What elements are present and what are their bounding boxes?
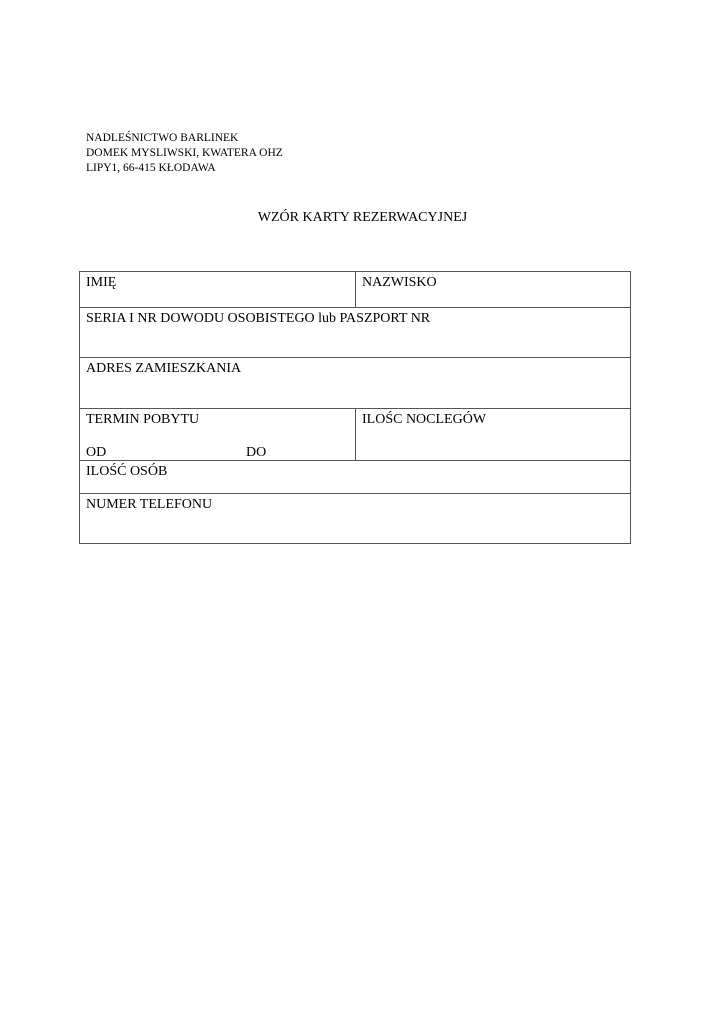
form-row-phone (80, 494, 630, 545)
form-row-address (80, 358, 630, 409)
stay-term-field[interactable] (80, 409, 356, 460)
form-row-name (80, 272, 630, 308)
last-name-label: NAZWISKO (362, 275, 437, 290)
persons-field[interactable] (80, 461, 630, 493)
form-row-persons (80, 461, 630, 494)
form-row-stay (80, 409, 630, 461)
organization-header (86, 131, 283, 176)
address-field[interactable] (80, 358, 630, 408)
header-line-lodge: DOMEK MYSLIWSKI, KWATERA OHZ (86, 147, 283, 159)
last-name-field[interactable] (356, 272, 630, 307)
address-label: ADRES ZAMIESZKANIA (86, 361, 242, 376)
header-line-organization: NADLEŚNICTWO BARLINEK (86, 132, 239, 144)
id-document-field[interactable] (80, 308, 630, 357)
to-date-label: DO (246, 445, 267, 460)
phone-field[interactable] (80, 494, 630, 545)
reservation-form-table (79, 271, 631, 544)
nights-label: ILOŚC NOCLEGÓW (362, 412, 487, 427)
first-name-field[interactable] (80, 272, 356, 307)
from-date-label: OD (86, 445, 107, 460)
stay-term-label: TERMIN POBYTU (86, 412, 200, 427)
nights-field[interactable] (356, 409, 630, 460)
header-line-address: LIPY1, 66-415 KŁODAWA (86, 162, 216, 174)
phone-label: NUMER TELEFONU (86, 497, 213, 512)
persons-label: ILOŚĆ OSÓB (86, 464, 168, 479)
page-title: WZÓR KARTY REZERWACYJNEJ (257, 210, 468, 225)
form-row-id-document (80, 308, 630, 358)
id-document-label: SERIA I NR DOWODU OSOBISTEGO lub PASZPORT NR (86, 311, 431, 326)
first-name-label: IMIĘ (86, 275, 117, 290)
